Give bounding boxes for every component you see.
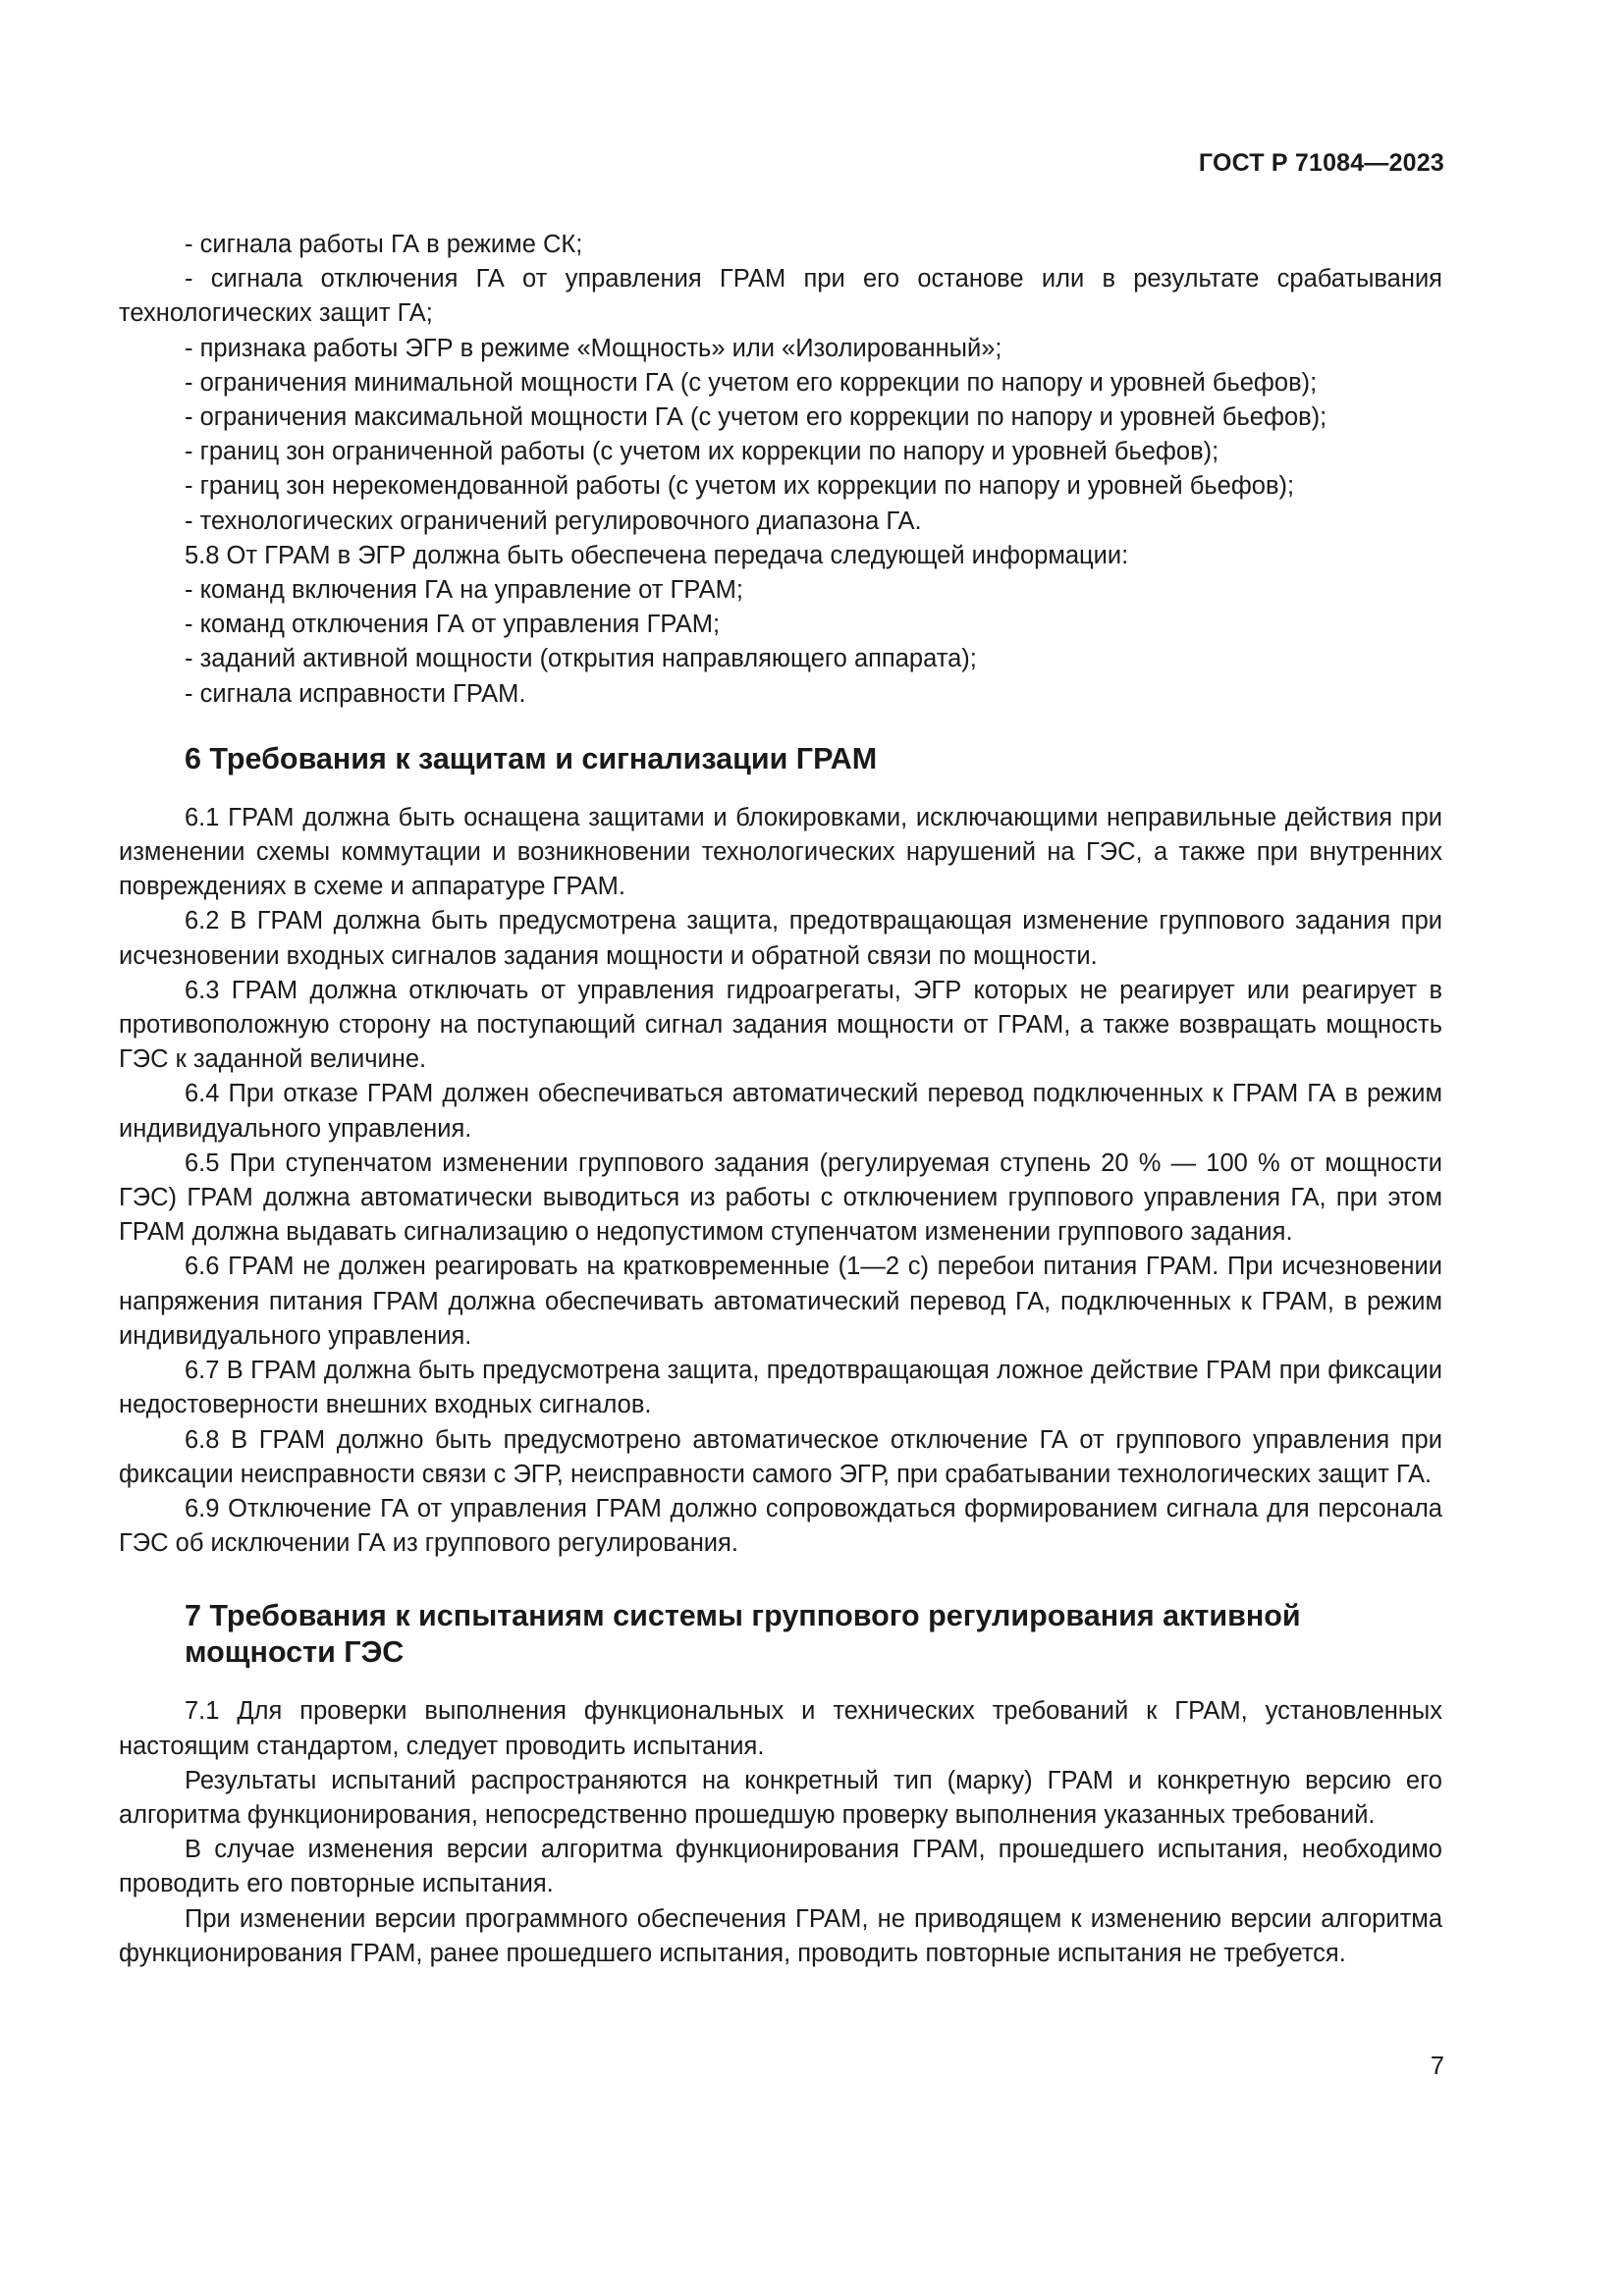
clause-6-2: 6.2 В ГРАМ должна быть предусмотрена защита, предотвращающая изменение группового задания при исчезновении входных сигналов задания мощности и обратной связи по мощности.: [119, 907, 1442, 970]
clause-6-6: 6.6 ГРАМ не должен реагировать на кратковременные (1—2 с) перебои питания ГРАМ. При исчезновении напряжения питания ГРАМ должна обеспечивать автоматический перевод ГА, подключенных к ГРАМ, в режим индивидуального управления.: [119, 1253, 1442, 1350]
section-7-body: [119, 1694, 1442, 1971]
list-item: - границ зон ограниченной работы (с учетом их коррекции по напору и уровней бьефов);: [185, 438, 1219, 466]
clause-6-9: 6.9 Отключение ГА от управления ГРАМ должно сопровождаться формированием сигнала для персонала ГЭС об исключении ГА из группового регулирования.: [119, 1494, 1442, 1558]
paragraph: Результаты испытаний распространяются на конкретный тип (марку) ГРАМ и конкретную версию его алгоритма функционирования, непосредственно прошедшую проверку выполнения указанных требований.: [119, 1766, 1442, 1829]
clause-6-8: 6.8 В ГРАМ должно быть предусмотрено автоматическое отключение ГА от группового управления при фиксации неисправности связи с ЭГР, неисправности самого ЭГР, при срабатывании технологических защит ГА.: [119, 1425, 1442, 1488]
document-code: ГОСТ Р 71084—2023: [1198, 149, 1444, 177]
list-item: - команд включения ГА на управление от ГРАМ;: [185, 576, 743, 605]
clause-6-3: 6.3 ГРАМ должна отключать от управления гидроагрегаты, ЭГР которых не реагирует или реагирует в противоположную сторону на поступающий сигнал задания мощности от ГРАМ, а также возвращать мощность ГЭС к заданной величине.: [119, 976, 1442, 1074]
list-item: - признака работы ЭГР в режиме «Мощность» или «Изолированный»;: [185, 334, 1002, 362]
paragraph: При изменении версии программного обеспечения ГРАМ, не приводящем к изменению версии алгоритма функционирования ГРАМ, ранее прошедшего испытания, проводить повторные испытания не требуется.: [119, 1904, 1442, 1967]
clause-6-5: 6.5 При ступенчатом изменении группового задания (регулируемая ступень 20 % — 100 % от мощности ГЭС) ГРАМ должна автоматически выводиться из работы с отключением группового управления ГА, при этом ГРАМ должна выдавать сигнализацию о недопустимом ступенчатом изменении группового задания.: [119, 1148, 1442, 1247]
list-item: - сигнала работы ГА в режиме СК;: [185, 231, 583, 258]
list-item: - технологических ограничений регулировочного диапазона ГА.: [185, 507, 922, 535]
list-item: - границ зон нерекомендованной работы (с учетом их коррекции по напору и уровней бьефов);: [185, 472, 1295, 501]
section-6-heading: 6 Требования к защитам и сигнализации ГРАМ: [185, 741, 878, 775]
clause-6-4: 6.4 При отказе ГРАМ должен обеспечиваться автоматический перевод подключенных к ГРАМ ГА в режим индивидуального управления.: [119, 1080, 1442, 1143]
clause-6-7: 6.7 В ГРАМ должна быть предусмотрена защита, предотвращающая ложное действие ГРАМ при фиксации недостоверности внешних входных сигналов.: [119, 1357, 1442, 1419]
list-item: - команд отключения ГА от управления ГРАМ;: [185, 611, 721, 639]
section-7-heading: 7 Требования к испытаниям системы группового регулирования активной мощности ГЭС: [185, 1599, 1301, 1670]
list-item: - заданий активной мощности (открытия направляющего аппарата);: [185, 645, 977, 673]
list-item: - сигнала отключения ГА от управления ГРАМ при его останове или в результате срабатывания технологических защит ГА;: [119, 265, 1442, 328]
clause-7-1: 7.1 Для проверки выполнения функциональных и технических требований к ГРАМ, установленных настоящим стандартом, следует проводить испытания.: [119, 1697, 1442, 1760]
page-number: 7: [1430, 2053, 1444, 2080]
requirements-list-block: [119, 228, 1442, 712]
paragraph: В случае изменения версии алгоритма функционирования ГРАМ, прошедшего испытания, необходимо проводить его повторные испытания.: [119, 1836, 1442, 1898]
list-item: - сигнала исправности ГРАМ.: [185, 679, 526, 708]
clause-6-1: 6.1 ГРАМ должна быть оснащена защитами и блокировками, исключающими неправильные действия при изменении схемы коммутации и возникновении технологических нарушений на ГЭС, а также при внутренних повреждениях в схеме и аппаратуре ГРАМ.: [119, 803, 1442, 901]
clause-5-8: 5.8 От ГРАМ в ЭГР должна быть обеспечена передача следующей информации:: [185, 541, 1129, 569]
list-item: - ограничения минимальной мощности ГА (с учетом его коррекции по напору и уровней бьефов);: [185, 368, 1318, 397]
list-item: - ограничения максимальной мощности ГА (с учетом его коррекции по напору и уровней бьефов);: [185, 403, 1327, 432]
page-body: [119, 228, 1442, 1971]
section-6-body: [119, 801, 1442, 1561]
